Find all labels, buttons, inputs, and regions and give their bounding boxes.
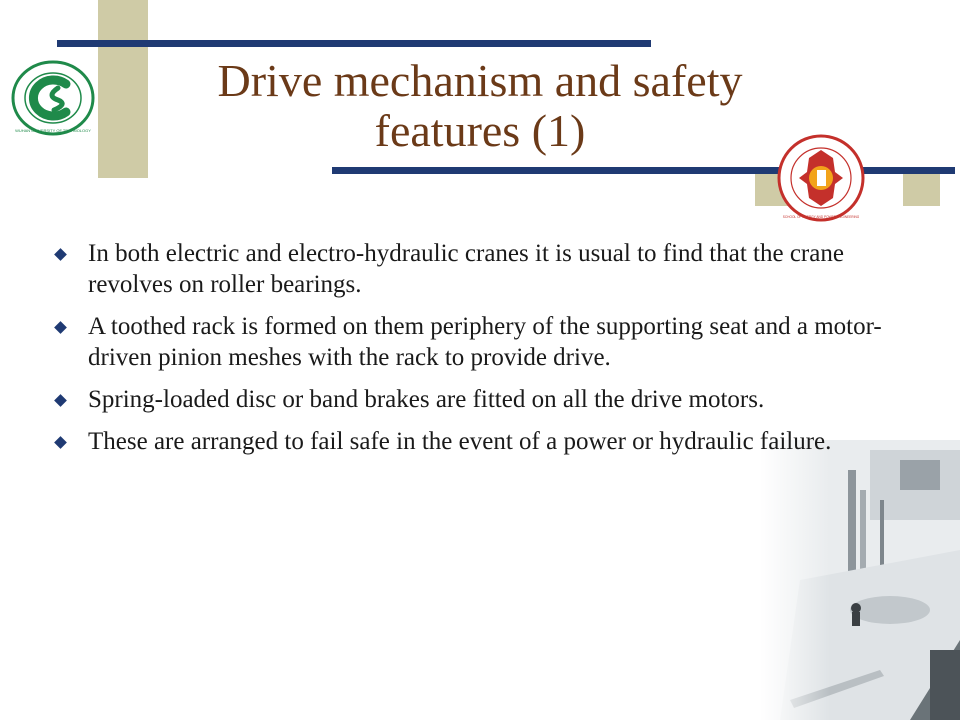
title-rule-top xyxy=(57,40,651,47)
diamond-bullet-icon xyxy=(54,248,67,261)
diamond-bullet-icon xyxy=(54,394,67,407)
school-logo xyxy=(775,132,867,224)
bullet-item xyxy=(50,426,900,457)
bullet-text: Spring-loaded disc or band brakes are fitted on all the drive motors. xyxy=(88,386,765,413)
bullet-item xyxy=(50,384,900,415)
bullet-text: In both electric and electro-hydraulic cranes it is usual to find that the crane revolves on roller bearings. xyxy=(88,240,844,298)
university-logo-text: WUHAN UNIVERSITY OF TECHNOLOGY xyxy=(15,128,91,133)
slide-title-line-1: Drive mechanism and safety xyxy=(217,55,743,106)
ship-deck-photo xyxy=(760,440,960,720)
slide-title-line-2: features (1) xyxy=(374,105,586,156)
bullet-text: These are arranged to fail safe in the event of a power or hydraulic failure. xyxy=(88,428,832,455)
university-logo xyxy=(8,58,98,138)
bullet-item xyxy=(50,238,900,300)
decorative-bar-left xyxy=(98,0,148,178)
bullet-text: A toothed rack is formed on them periphery of the supporting seat and a motor-driven pinion meshes with the rack to provide drive. xyxy=(88,313,882,371)
diamond-bullet-icon xyxy=(54,436,67,449)
diamond-bullet-icon xyxy=(54,321,67,334)
slide-title xyxy=(160,56,800,156)
school-logo-text: SCHOOL OF ENERGY AND POWER ENGINEERING xyxy=(782,215,860,219)
bullet-item xyxy=(50,311,900,373)
bullet-list xyxy=(50,238,900,468)
